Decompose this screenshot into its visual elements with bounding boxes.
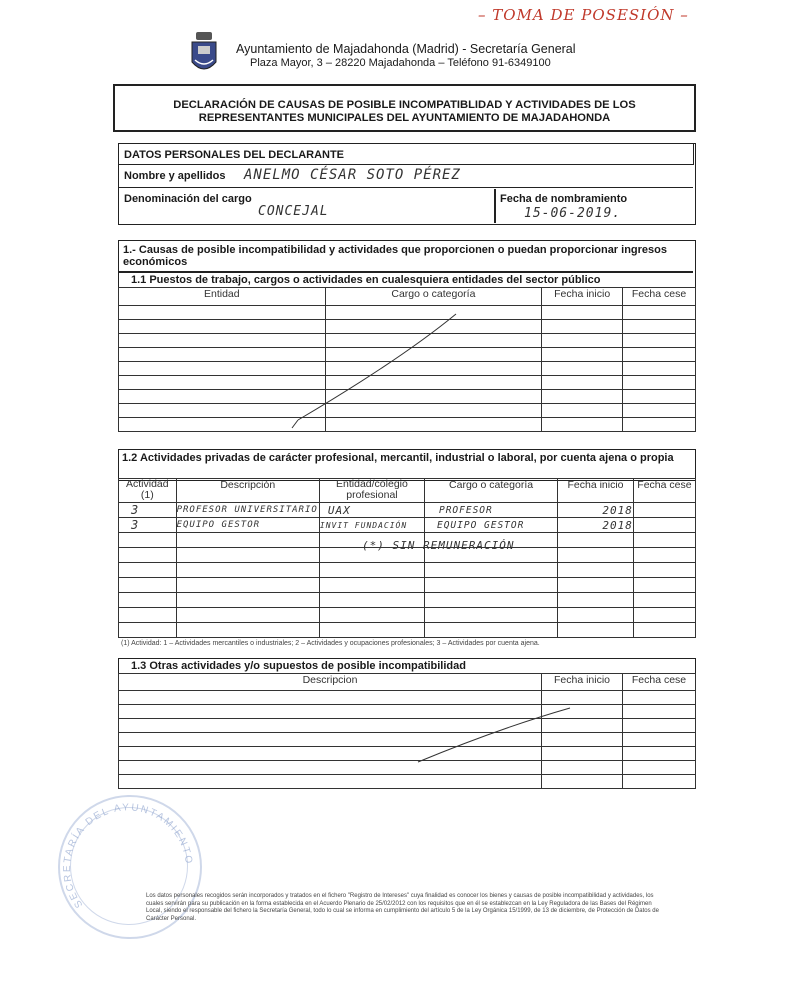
cargo-label: Denominación del cargo [124,193,252,205]
col-fecha-cese: Fecha cese [623,288,696,306]
fecha-nombramiento-value: 15-06-2019. [524,206,622,221]
cell-ent: UAX [319,503,424,518]
cell-cargo: EQUIPO GESTOR [424,518,557,533]
col-fecha-inicio-2: Fecha inicio [558,479,634,503]
col-fecha-inicio: Fecha inicio [542,288,623,306]
col-actividad: Actividad (1) [119,479,177,503]
cell-cese [633,518,695,533]
cell-cese [633,503,695,518]
col-fecha-cese-2: Fecha cese [633,479,695,503]
strike-line-1-3 [400,700,580,770]
title-line-2: REPRESENTANTES MUNICIPALES DEL AYUNTAMIENTO DE MAJADAHONDA [198,112,611,124]
cell-cargo: PROFESOR [424,503,557,518]
handwritten-annotation: – TOMA DE POSESIÓN – [478,6,689,24]
col-cargo: Cargo o categoría [325,288,542,306]
title-box [113,84,696,132]
section-1-2-title: 1.2 Actividades privadas de carácter profesional, mercantil, industrial o laboral, por cuenta ajena o propia [122,452,674,464]
section-1-title: 1.- Causas de posible incompatibilidad y actividades que proporcionen o puedan proporcionar ingresos económicos [123,244,667,268]
org-address: Plaza Mayor, 3 – 28220 Majadahonda – Teléfono 91-6349100 [250,57,551,69]
cell-inicio: 2018 [558,503,634,518]
col-cargo-categoria: Cargo o categoría [424,479,557,503]
table-row [119,775,696,789]
col-entidad: Entidad [119,288,326,306]
cell-ent: INVIT FUNDACIÓN [319,518,424,533]
fecha-nombramiento-label: Fecha de nombramiento [500,193,628,205]
svg-text:SECRETARÍA DEL AYUNTAMIENTO: SECRETARÍA DEL AYUNTAMIENTO [61,802,195,910]
cell-desc: PROFESOR UNIVERSITARIO [176,503,319,518]
sin-remuneracion-note: (*) SIN REMUNERACIÓN [362,539,515,552]
cell-inicio: 2018 [558,518,634,533]
col-entidad-colegio: Entidad/colegio profesional [319,479,424,503]
name-value: ANELMO CÉSAR SOTO PÉREZ [244,167,461,183]
table-row [119,623,696,638]
cell-act: 3 [119,518,177,533]
table-row [119,518,696,533]
section-1-2-table [118,478,696,638]
name-label: Nombre y apellidos [124,170,226,182]
privacy-footer: Los datos personales recogidos serán incorporados y tratados en el fichero "Registro de Intereses" cuya finalidad es conocer los bienes y causas de posible incompatibilidad y actividades, los cuales servirán para su publicación en la forma establecida en el Acuerdo Plenario de 25/02/2012 con los requisitos que en él se establezcan en la Ley Reguladora de las Bases del Régimen Local, siendo el responsable del fichero la Secretaría General, todo lo cual se informa en cumplimiento del artículo 5 de la Ley Orgánica 15/1999, de 13 de diciembre, de Protección de Datos de Carácter Personal. [146,893,659,922]
section-1-3-title: 1.3 Otras actividades y/o supuestos de posible incompatibilidad [131,660,466,672]
col-fecha-cese-3: Fecha cese [623,674,696,691]
table-row [119,503,696,518]
org-name: Ayuntamiento de Majadahonda (Madrid) - Secretaría General [236,42,576,56]
personal-section-title: DATOS PERSONALES DEL DECLARANTE [124,149,345,161]
title-line-1: DECLARACIÓN DE CAUSAS DE POSIBLE INCOMPATIBLIDAD Y ACTIVIDADES DE LOS [173,99,636,111]
table-row [119,593,696,608]
strike-line-1-1 [280,300,480,430]
table-row [119,578,696,593]
cell-act: 3 [119,503,177,518]
activity-footnote: (1) Actividad: 1 – Actividades mercantiles o industriales; 2 – Actividades y ocupaciones profesionales; 3 – Actividades por cuenta ajena. [121,640,540,647]
col-descripcion-3: Descripcion [119,674,542,691]
table-row [119,608,696,623]
table-row [119,563,696,578]
col-descripcion: Descripción [176,479,319,503]
section-1-1-title: 1.1 Puestos de trabajo, cargos o actividades en cualesquiera entidades del sector público [131,274,601,286]
col-fecha-inicio-3: Fecha inicio [542,674,623,691]
cell-desc: EQUIPO GESTOR [176,518,319,533]
coat-of-arms-icon [190,30,218,76]
cargo-value: CONCEJAL [258,204,329,219]
